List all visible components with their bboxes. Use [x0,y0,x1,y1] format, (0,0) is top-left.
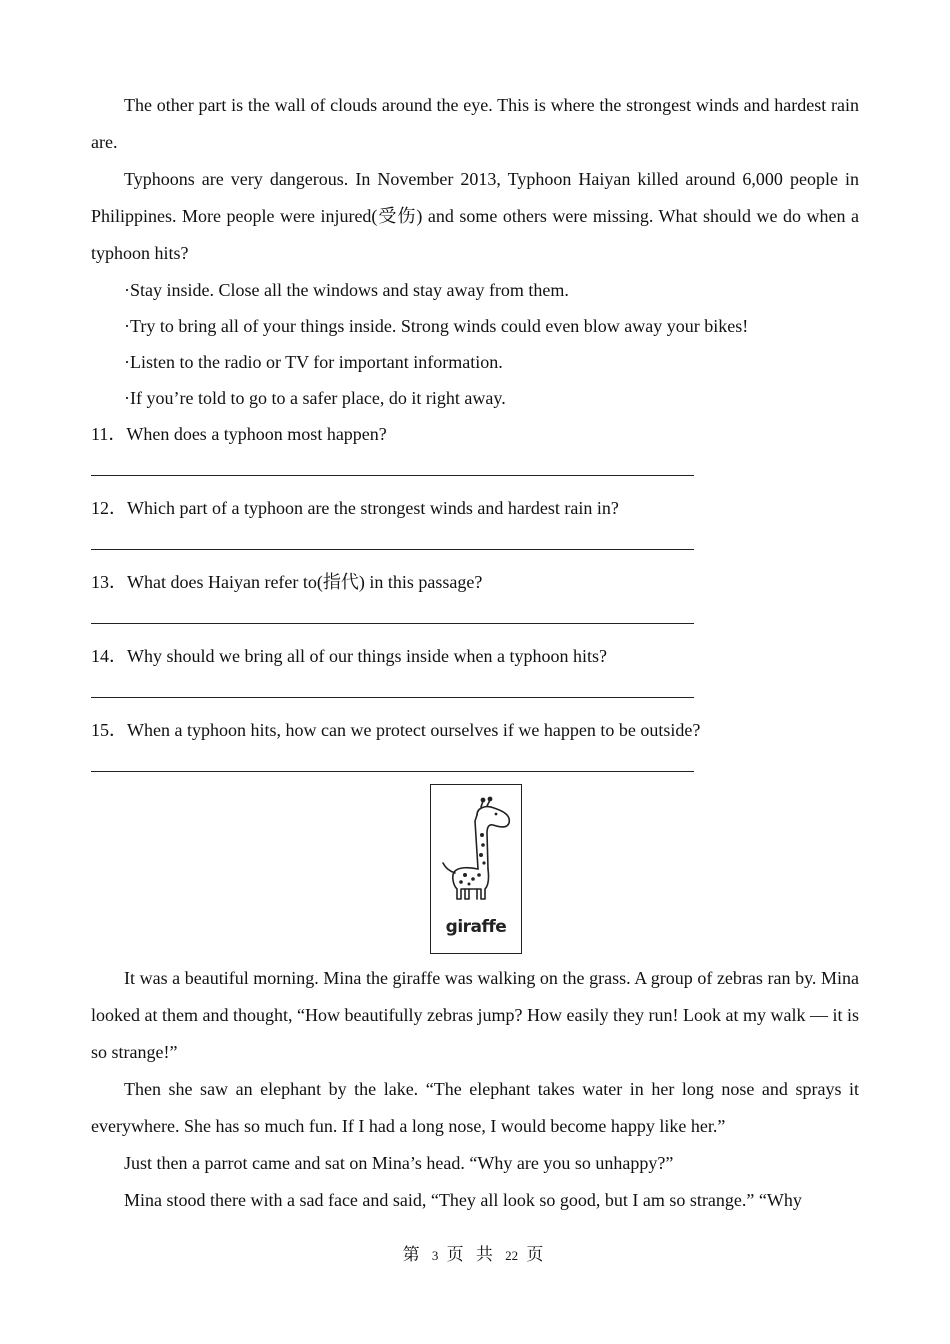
question-text: When does a typhoon most happen? [126,424,387,444]
question-number: 13． [91,572,127,592]
question-number: 15． [91,720,127,740]
question-14 [91,638,859,712]
question-text: What does Haiyan refer to(指代) in this passage? [127,572,483,592]
paragraph-eye-wall: The other part is the wall of clouds around the eye. This is where the strongest winds and hardest rain are. [91,95,859,152]
footer-prefix: 第 [402,1245,424,1264]
question-text: Which part of a typhoon are the strongest winds and hardest rain in? [127,498,619,518]
question-text: When a typhoon hits, how can we protect ourselves if we happen to be outside? [127,720,701,740]
story-paragraph: Mina stood there with a sad face and said, “They all look so good, but I am so strange.” “Why [124,1190,802,1210]
question-number: 12． [91,498,127,518]
answer-line[interactable] [91,770,694,772]
giraffe-icon [431,785,523,915]
total-pages: 22 [505,1248,519,1263]
question-12 [91,490,859,564]
bullet-item: ·Listen to the radio or TV for important information. [124,352,503,372]
question-number: 11． [91,424,127,444]
bullet-item: ·Try to bring all of your things inside. Strong winds could even blow away your bikes! [124,316,749,336]
bullet-item: ·If you’re told to go to a safer place, do it right away. [124,388,506,408]
document-page [91,0,859,772]
page-number: 3 [431,1248,439,1263]
story-paragraph: Just then a parrot came and sat on Mina’s head. “Why are you so unhappy?” [124,1153,674,1173]
figure-caption: giraffe [445,917,507,937]
story-paragraph: It was a beautiful morning. Mina the giraffe was walking on the grass. A group of zebras ran by. Mina looked at them and thought, “How beautifully zebras jump? How easily they run! Look at my walk — it is so strange!” [91,968,859,1062]
question-11 [91,416,859,490]
footer-suffix: 页 [526,1245,548,1264]
story-section [91,960,859,1219]
page-footer [0,1240,950,1265]
question-13 [91,564,859,638]
paragraph-dangerous: Typhoons are very dangerous. In November 2013, Typhoon Haiyan killed around 6,000 people in Philippines. More people were injured(受伤) and some others were missing. What should we do when a typhoon hits? [91,169,859,263]
question-number: 14． [91,646,127,666]
footer-middle: 页 共 [446,1245,497,1264]
bullet-item: ·Stay inside. Close all the windows and stay away from them. [124,280,569,300]
story-paragraph: Then she saw an elephant by the lake. “The elephant takes water in her long nose and sprays it everywhere. She has so much fun. If I had a long nose, I would become happy like her.” [91,1079,859,1136]
question-15 [91,712,859,772]
giraffe-illustration [430,784,522,954]
question-text: Why should we bring all of our things inside when a typhoon hits? [127,646,607,666]
